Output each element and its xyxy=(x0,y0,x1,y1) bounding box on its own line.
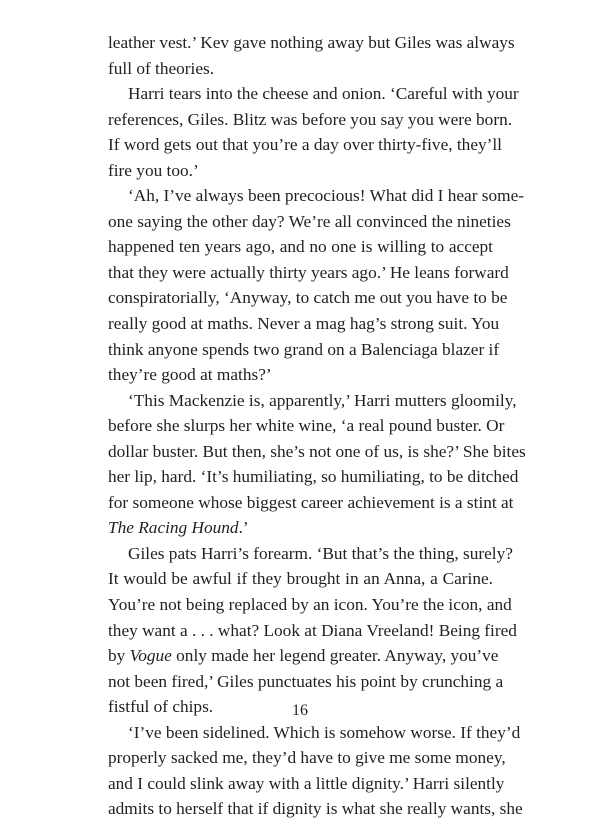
text-run: You’re not being replaced by an icon. You’re the icon, and xyxy=(108,595,512,615)
text-run: happened ten years ago, and no one is willing to accept xyxy=(108,237,493,257)
text-line xyxy=(108,618,517,644)
text-run: think anyone spends two grand on a Balenciaga blazer if xyxy=(108,339,500,359)
text-line xyxy=(108,81,519,107)
page-number: 16 xyxy=(292,702,308,719)
text-run: If word gets out that you’re a day over thirty-five, they’ll xyxy=(108,135,502,155)
text-line xyxy=(108,566,493,592)
text-run: really good at maths. Never a mag hag’s strong suit. You xyxy=(108,314,500,334)
text-line xyxy=(108,30,515,56)
text-line xyxy=(108,592,512,618)
text-run: references, Giles. Blitz was before you say you were born. xyxy=(108,109,513,129)
text-run: and I could slink away with a little dignity.’ Harri silently xyxy=(108,773,505,793)
text-line xyxy=(108,669,504,695)
text-run: conspiratorially, ‘Anyway, to catch me out you have to be xyxy=(108,288,508,308)
text-run: Giles pats Harri’s forearm. ‘But that’s the thing, surely? xyxy=(128,543,513,563)
text-run: admits to herself that if dignity is what she really wants, she xyxy=(108,799,523,819)
text-run: they’re good at maths?’ xyxy=(108,365,272,385)
text-run: ‘I’ve been sidelined. Which is somehow worse. If they’d xyxy=(128,722,521,742)
text-run: full of theories. xyxy=(108,58,215,78)
text-line xyxy=(108,439,526,465)
text-line xyxy=(108,413,505,439)
text-line xyxy=(108,132,502,158)
text-run: ‘Ah, I’ve always been precocious! What did I hear some- xyxy=(128,186,525,206)
text-line xyxy=(108,796,523,822)
text-run: leather vest.’ Kev gave nothing away but Giles was always xyxy=(108,33,515,52)
italic-title: Vogue xyxy=(129,646,172,666)
text-run: one saying the other day? We’re all convinced the nineties xyxy=(108,211,511,231)
text-line xyxy=(108,720,521,746)
text-line xyxy=(108,464,519,490)
text-line xyxy=(108,183,525,209)
text-run: they want a . . . what? Look at Diana Vreeland! Being fired xyxy=(108,620,517,640)
text-run: not been fired,’ Giles punctuates his point by crunching a xyxy=(108,671,504,691)
text-run: .’ xyxy=(238,518,249,538)
text-line xyxy=(108,643,499,669)
text-line xyxy=(108,515,493,541)
text-line xyxy=(108,107,513,133)
italic-title: The Racing Hound xyxy=(108,518,239,538)
text-line xyxy=(108,209,511,235)
text-line xyxy=(108,56,493,82)
text-line xyxy=(108,362,493,388)
text-line xyxy=(108,158,493,184)
text-line xyxy=(108,745,506,771)
text-run: before she slurps her white wine, ‘a real pound buster. Or xyxy=(108,416,505,436)
text-line xyxy=(108,388,517,414)
text-run: her lip, hard. ‘It’s humiliating, so humiliating, to be ditched xyxy=(108,467,519,487)
text-run: fire you too.’ xyxy=(108,160,199,180)
text-line xyxy=(108,337,500,363)
text-line xyxy=(108,541,513,567)
text-line xyxy=(108,234,493,260)
text-run: dollar buster. But then, she’s not one of us, is she?’ She bites xyxy=(108,441,526,461)
text-run: only made her legend greater. Anyway, you’ve xyxy=(171,646,499,666)
text-run: fistful of chips. xyxy=(108,697,214,717)
text-run: It would be awful if they brought in an Anna, a Carine. xyxy=(108,569,493,589)
text-run: that they were actually thirty years ago.’ He leans forward xyxy=(108,262,509,282)
text-run: Harri tears into the cheese and onion. ‘Careful with your xyxy=(128,84,519,104)
text-line xyxy=(108,490,514,516)
text-run: by xyxy=(108,646,130,666)
text-line xyxy=(108,311,500,337)
text-run: properly sacked me, they’d have to give me some money, xyxy=(108,748,506,768)
text-line xyxy=(108,260,509,286)
text-line xyxy=(108,285,508,311)
text-line xyxy=(108,771,505,797)
text-run: for someone whose biggest career achievement is a stint at xyxy=(108,492,514,512)
text-run: ‘This Mackenzie is, apparently,’ Harri mutters gloomily, xyxy=(128,390,517,410)
